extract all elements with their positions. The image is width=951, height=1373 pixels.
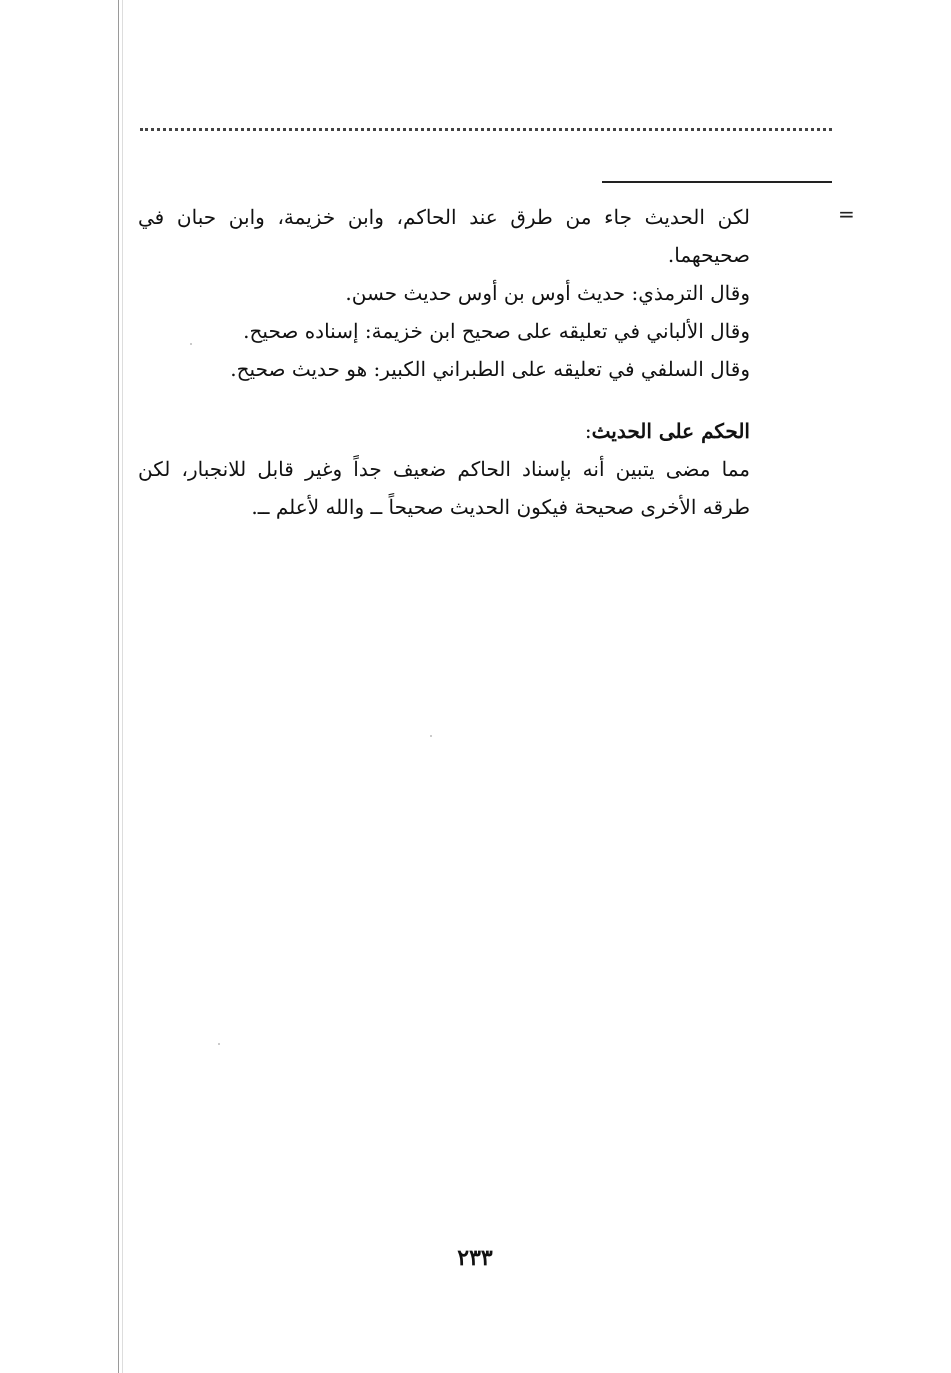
footnote-line: وقال الترمذي: حديث أوس بن أوس حديث حسن. bbox=[345, 281, 750, 305]
footnote-line: وقال السلفي في تعليقه على الطبراني الكبير: هو حديث صحيح. bbox=[230, 357, 750, 381]
footnote-continuation-mark: = bbox=[838, 202, 855, 226]
footnote-block bbox=[138, 198, 750, 388]
scan-edge-line-secondary bbox=[122, 0, 123, 1373]
scan-speck bbox=[430, 735, 432, 737]
scan-edge-line bbox=[118, 0, 119, 1373]
page-number: ٢٣٣ bbox=[457, 1245, 493, 1271]
footnote-line: وقال الألباني في تعليقه على صحيح ابن خزيمة: إسناده صحيح. bbox=[243, 319, 750, 343]
footnote-rule bbox=[602, 181, 832, 183]
ruling-heading: الحكم على الحديث bbox=[591, 419, 750, 443]
dotted-separator bbox=[140, 128, 832, 139]
ruling-heading-line bbox=[138, 412, 750, 450]
scan-speck bbox=[218, 1043, 220, 1045]
scan-speck bbox=[190, 343, 192, 345]
ruling-body: مما مضى يتبين أنه بإسناد الحاكم ضعيف جداً وغير قابل للانجبار، لكن طرقه الأخرى صحيحة فيكون الحديث صحيحاً ــ والله لأعلم ــ. bbox=[138, 457, 750, 519]
ruling-section bbox=[138, 412, 750, 526]
footnote-line: لكن الحديث جاء من طرق عند الحاكم، وابن خزيمة، وابن حبان في صحيحهما. bbox=[138, 205, 750, 267]
ruling-heading-colon: : bbox=[584, 419, 592, 443]
